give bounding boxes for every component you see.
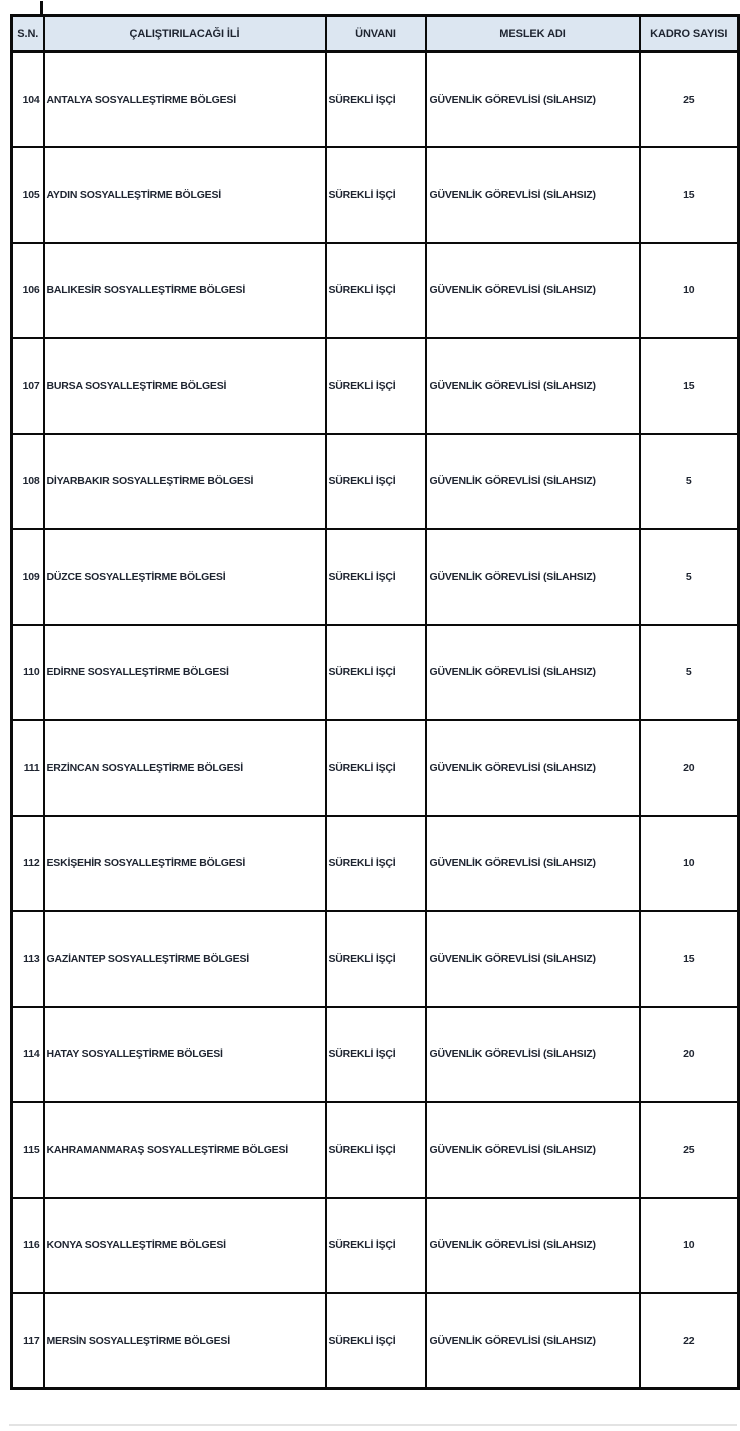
cell-occupation: GÜVENLİK GÖREVLİSİ (SİLAHSIZ): [426, 1198, 640, 1294]
table-row: [12, 816, 739, 912]
cell-serial-no: 107: [12, 338, 44, 434]
table-row: [12, 911, 739, 1007]
cell-occupation: GÜVENLİK GÖREVLİSİ (SİLAHSIZ): [426, 1293, 640, 1389]
table-row: [12, 147, 739, 243]
cell-title: SÜREKLİ İŞÇİ: [326, 529, 426, 625]
cell-province: BALIKESİR SOSYALLEŞTİRME BÖLGESİ: [44, 243, 326, 339]
cell-title: SÜREKLİ İŞÇİ: [326, 1198, 426, 1294]
cell-quota: 5: [640, 529, 739, 625]
col-header-province: ÇALIŞTIRILACAĞI İLİ: [44, 16, 326, 52]
cell-serial-no: 116: [12, 1198, 44, 1294]
cell-serial-no: 108: [12, 434, 44, 530]
table-row: [12, 243, 739, 339]
cell-serial-no: 113: [12, 911, 44, 1007]
cell-province: DÜZCE SOSYALLEŞTİRME BÖLGESİ: [44, 529, 326, 625]
cell-quota: 5: [640, 625, 739, 721]
cell-province: ERZİNCAN SOSYALLEŞTİRME BÖLGESİ: [44, 720, 326, 816]
cell-quota: 10: [640, 1198, 739, 1294]
col-header-occupation: MESLEK ADI: [426, 16, 640, 52]
cell-occupation: GÜVENLİK GÖREVLİSİ (SİLAHSIZ): [426, 911, 640, 1007]
cell-province: AYDIN SOSYALLEŞTİRME BÖLGESİ: [44, 147, 326, 243]
cell-province: MERSİN SOSYALLEŞTİRME BÖLGESİ: [44, 1293, 326, 1389]
cell-occupation: GÜVENLİK GÖREVLİSİ (SİLAHSIZ): [426, 52, 640, 148]
cell-quota: 15: [640, 911, 739, 1007]
cell-serial-no: 106: [12, 243, 44, 339]
cell-occupation: GÜVENLİK GÖREVLİSİ (SİLAHSIZ): [426, 243, 640, 339]
page-break-border-artifact: [40, 1, 43, 14]
table-header-row: [12, 16, 739, 52]
job-quota-table: [10, 14, 740, 1390]
cell-title: SÜREKLİ İŞÇİ: [326, 1007, 426, 1103]
cell-province: KONYA SOSYALLEŞTİRME BÖLGESİ: [44, 1198, 326, 1294]
cell-title: SÜREKLİ İŞÇİ: [326, 720, 426, 816]
cell-occupation: GÜVENLİK GÖREVLİSİ (SİLAHSIZ): [426, 720, 640, 816]
cell-title: SÜREKLİ İŞÇİ: [326, 147, 426, 243]
cell-province: KAHRAMANMARAŞ SOSYALLEŞTİRME BÖLGESİ: [44, 1102, 326, 1198]
cell-title: SÜREKLİ İŞÇİ: [326, 625, 426, 721]
cell-occupation: GÜVENLİK GÖREVLİSİ (SİLAHSIZ): [426, 434, 640, 530]
cell-quota: 10: [640, 243, 739, 339]
col-header-quota: KADRO SAYISI: [640, 16, 739, 52]
cell-occupation: GÜVENLİK GÖREVLİSİ (SİLAHSIZ): [426, 1007, 640, 1103]
cell-serial-no: 117: [12, 1293, 44, 1389]
table-row: [12, 720, 739, 816]
cell-serial-no: 105: [12, 147, 44, 243]
cell-occupation: GÜVENLİK GÖREVLİSİ (SİLAHSIZ): [426, 338, 640, 434]
cell-province: BURSA SOSYALLEŞTİRME BÖLGESİ: [44, 338, 326, 434]
cell-title: SÜREKLİ İŞÇİ: [326, 1293, 426, 1389]
table-row: [12, 625, 739, 721]
cell-province: ESKİŞEHİR SOSYALLEŞTİRME BÖLGESİ: [44, 816, 326, 912]
cell-title: SÜREKLİ İŞÇİ: [326, 434, 426, 530]
cell-serial-no: 112: [12, 816, 44, 912]
cell-quota: 15: [640, 147, 739, 243]
table-row: [12, 1198, 739, 1294]
cell-quota: 20: [640, 1007, 739, 1103]
table-row: [12, 1007, 739, 1103]
cell-occupation: GÜVENLİK GÖREVLİSİ (SİLAHSIZ): [426, 529, 640, 625]
col-header-serial-no: S.N.: [12, 16, 44, 52]
cell-title: SÜREKLİ İŞÇİ: [326, 52, 426, 148]
table-row: [12, 434, 739, 530]
cell-province: EDİRNE SOSYALLEŞTİRME BÖLGESİ: [44, 625, 326, 721]
col-header-title: ÜNVANI: [326, 16, 426, 52]
cell-serial-no: 110: [12, 625, 44, 721]
scan-artifact-line: [9, 1424, 737, 1426]
cell-serial-no: 115: [12, 1102, 44, 1198]
cell-quota: 10: [640, 816, 739, 912]
cell-province: HATAY SOSYALLEŞTİRME BÖLGESİ: [44, 1007, 326, 1103]
cell-occupation: GÜVENLİK GÖREVLİSİ (SİLAHSIZ): [426, 1102, 640, 1198]
cell-quota: 25: [640, 52, 739, 148]
cell-serial-no: 114: [12, 1007, 44, 1103]
table-row: [12, 338, 739, 434]
table-row: [12, 529, 739, 625]
cell-province: ANTALYA SOSYALLEŞTİRME BÖLGESİ: [44, 52, 326, 148]
cell-title: SÜREKLİ İŞÇİ: [326, 816, 426, 912]
cell-title: SÜREKLİ İŞÇİ: [326, 1102, 426, 1198]
cell-province: DİYARBAKIR SOSYALLEŞTİRME BÖLGESİ: [44, 434, 326, 530]
cell-occupation: GÜVENLİK GÖREVLİSİ (SİLAHSIZ): [426, 625, 640, 721]
cell-title: SÜREKLİ İŞÇİ: [326, 243, 426, 339]
cell-quota: 22: [640, 1293, 739, 1389]
cell-title: SÜREKLİ İŞÇİ: [326, 911, 426, 1007]
cell-serial-no: 109: [12, 529, 44, 625]
table-row: [12, 1102, 739, 1198]
cell-serial-no: 111: [12, 720, 44, 816]
cell-quota: 25: [640, 1102, 739, 1198]
table-row: [12, 1293, 739, 1389]
cell-occupation: GÜVENLİK GÖREVLİSİ (SİLAHSIZ): [426, 816, 640, 912]
cell-province: GAZİANTEP SOSYALLEŞTİRME BÖLGESİ: [44, 911, 326, 1007]
cell-quota: 5: [640, 434, 739, 530]
cell-quota: 20: [640, 720, 739, 816]
table-row: [12, 52, 739, 148]
cell-occupation: GÜVENLİK GÖREVLİSİ (SİLAHSIZ): [426, 147, 640, 243]
cell-title: SÜREKLİ İŞÇİ: [326, 338, 426, 434]
cell-quota: 15: [640, 338, 739, 434]
cell-serial-no: 104: [12, 52, 44, 148]
